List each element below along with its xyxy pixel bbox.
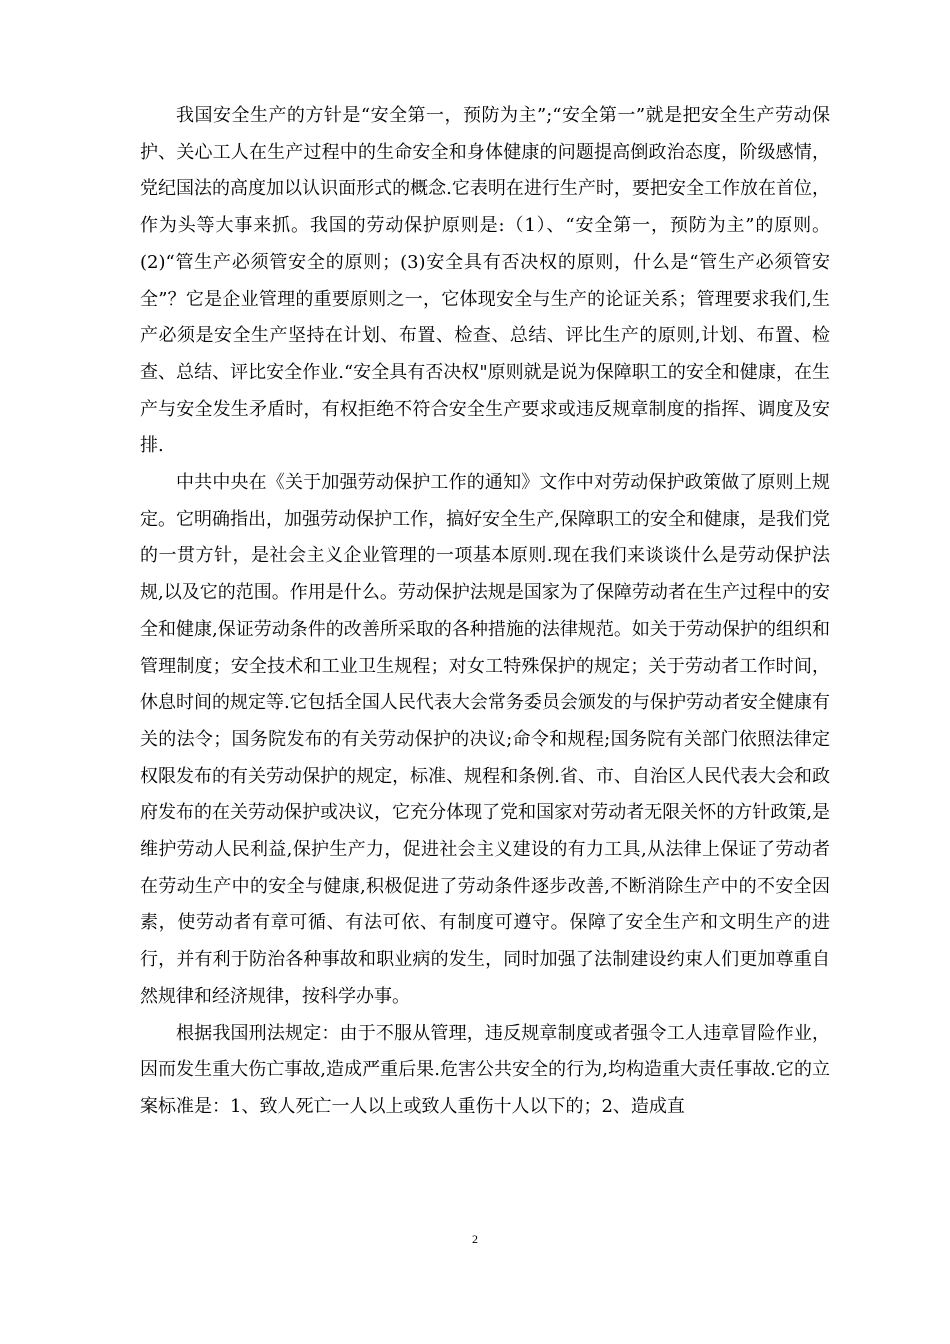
paragraph-3: 根据我国刑法规定：由于不服从管理，违反规章制度或者强令工人违章冒险作业，因而发生重大伤亡事故,造成严重后果.危害公共安全的行为,均构造重大责任事故.它的立案标准是：1、致人死亡一人以上或致人重伤十人以下的；2、造成直: [140, 1022, 830, 1117]
paragraph-1: 我国安全生产的方针是“安全第一，预防为主”;“安全第一”就是把安全生产劳动保护、关心工人在生产过程中的生命安全和身体健康的问题提高倒政治态度，阶级感情，党纪国法的高度加以认识面形式的概念.它表明在进行生产时，要把安全工作放在首位，作为头等大事来抓。我国的劳动保护原则是:（1）、“安全第一，预防为主”的原则。(2)“管生产必须管安全的原则；(3)安全具有否决权的原则，什么是“管生产必须管安全”？它是企业管理的重要原则之一，它体现安全与生产的论证关系；管理要求我们,生产必须是安全生产坚持在计划、布置、检查、总结、评比生产的原则,计划、布置、检查、总结、评比安全作业.“安全具有否决权"原则就是说为保障职工的安全和健康，在生产与安全发生矛盾时，有权拒绝不符合安全生产要求或违反规章制度的指挥、调度及安排.: [140, 105, 830, 457]
body-text: [140, 98, 830, 1126]
paragraph-2: 中共中央在《关于加强劳动保护工作的通知》文作中对劳动保护政策做了原则上规定。它明确指出，加强劳动保护工作，搞好安全生产,保障职工的安全和健康，是我们党的一贯方针，是社会主义企业管理的一项基本原则.现在我们来谈谈什么是劳动保护法规,以及它的范围。作用是什么。劳动保护法规是国家为了保障劳动者在生产过程中的安全和健康,保证劳动条件的改善所采取的各种措施的法律规范。如关于劳动保护的组织和管理制度；安全技术和工业卫生规程；对女工特殊保护的规定；关于劳动者工作时间，休息时间的规定等.它包括全国人民代表大会常务委员会颁发的与保护劳动者安全健康有关的法令；国务院发布的有关劳动保护的决议;命令和规程;国务院有关部门依照法律定权限发布的有关劳动保护的规定，标准、规程和条例.省、市、自治区人民代表大会和政府发布的在关劳动保护或决议，它充分体现了党和国家对劳动者无限关怀的方针政策,是维护劳动人民利益,保护生产力，促进社会主义建设的有力工具,从法律上保证了劳动者在劳动生产中的安全与健康,积极促进了劳动条件逐步改善,不断消除生产中的不安全因素，使劳动者有章可循、有法可依、有制度可遵守。保障了安全生产和文明生产的进行，并有利于防治各种事故和职业病的发生，同时加强了法制建设约束人们更加尊重自然规律和经济规律，按科学办事。: [140, 472, 830, 1007]
page-number: 2: [472, 1232, 478, 1246]
